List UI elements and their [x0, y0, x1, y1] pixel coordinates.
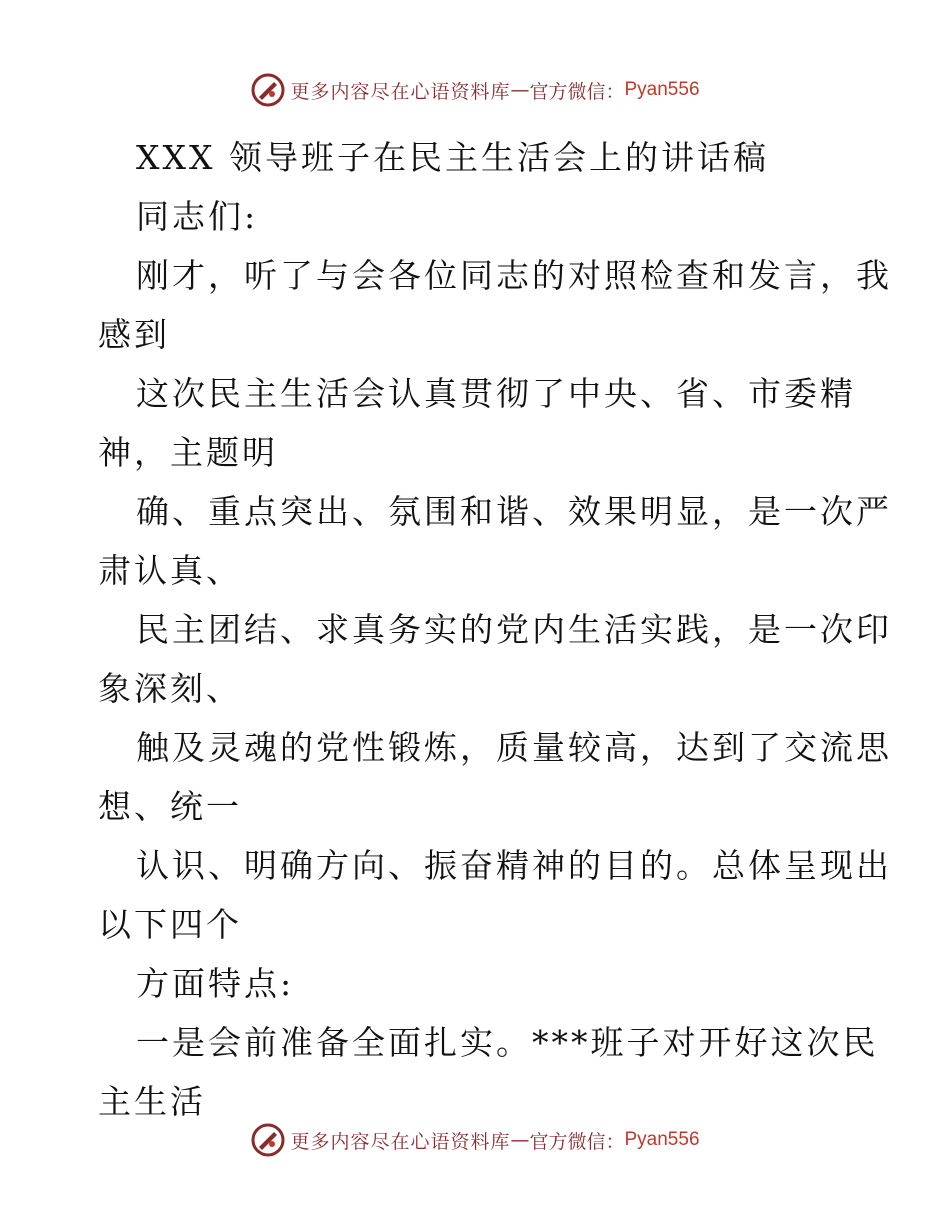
paragraph-line: 一是会前准备全面扎实。***班子对开好这次民	[136, 1023, 879, 1062]
watermark-sub-text: 官方微信：	[529, 1130, 625, 1153]
watermark-wechat-id: Pyan556	[624, 79, 700, 100]
document-body	[98, 128, 892, 1131]
pen-logo-icon	[250, 72, 286, 108]
paragraph-line: 神，主题明	[98, 433, 278, 472]
watermark-dash: —	[510, 1129, 530, 1151]
watermark-wechat-id: Pyan556	[624, 1129, 700, 1150]
watermark-sub-text: 官方微信：	[529, 80, 625, 103]
paragraph-line: 肃认真、	[98, 551, 242, 590]
paragraph-line: 这次民主生活会认真贯彻了中央、省、市委精	[136, 374, 856, 413]
paragraph-line: 以下四个	[98, 905, 242, 944]
paragraph-line: 主生活	[98, 1082, 206, 1121]
footer-watermark	[0, 1120, 950, 1160]
watermark-main-text: 更多内容尽在心语资料库	[290, 80, 511, 103]
paragraph-line: 刚才，听了与会各位同志的对照检查和发言，我	[136, 256, 892, 295]
header-watermark	[0, 70, 950, 110]
paragraph-line: 想、统一	[98, 787, 242, 826]
paragraph-line: 确、重点突出、氛围和谐、效果明显，是一次严	[136, 492, 892, 531]
paragraph-line: 触及灵魂的党性锻炼，质量较高，达到了交流思	[136, 728, 892, 767]
pen-logo-icon	[250, 1122, 286, 1158]
document-title: XXX 领导班子在民主生活会上的讲话稿	[136, 138, 769, 177]
paragraph-line: 认识、明确方向、振奋精神的目的。总体呈现出	[136, 846, 892, 885]
paragraph-line: 感到	[98, 315, 170, 354]
watermark-dash: —	[510, 79, 530, 101]
watermark-main-text: 更多内容尽在心语资料库	[290, 1130, 511, 1153]
salutation: 同志们:	[136, 197, 259, 236]
paragraph-line: 象深刻、	[98, 669, 242, 708]
paragraph-line: 方面特点:	[136, 964, 295, 1003]
paragraph-line: 民主团结、求真务实的党内生活实践，是一次印	[136, 610, 892, 649]
